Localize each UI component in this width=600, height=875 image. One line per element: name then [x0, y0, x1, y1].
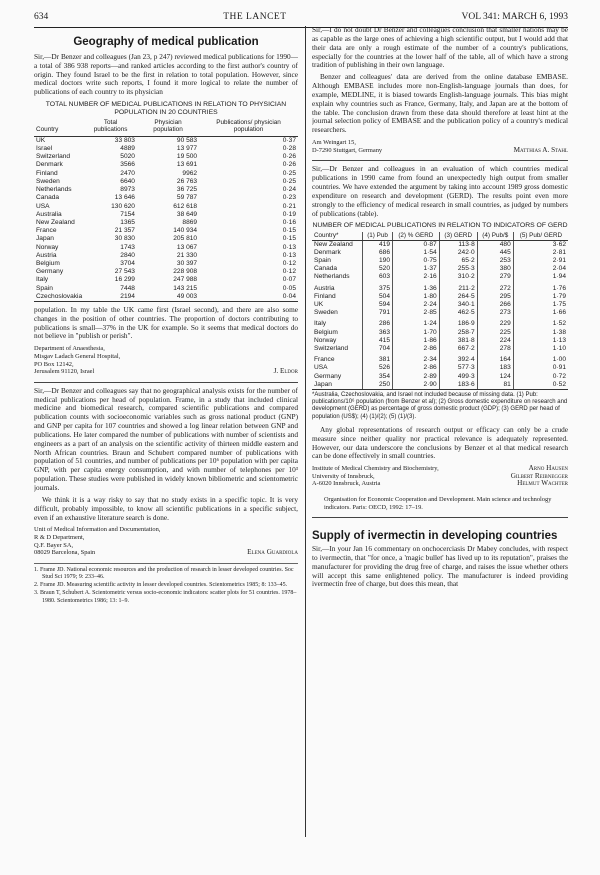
table-cell: 1·52	[552, 320, 566, 328]
table-row	[312, 273, 568, 281]
table-cell: France	[312, 353, 363, 364]
reference-item: 1. Frame JD. National economic resources and the production of research in lesser developed countries. Soc Stud Sci 1979; 9: 233–46.	[34, 566, 294, 580]
table-cell: 27 543	[114, 268, 135, 276]
letter-paragraph: population. In my table the UK came first (Israel second), and there are also some changes in the position of other countries. The proportion of doctors contributing to publications is small—37% in the UK for example. So it seems that medical doctors do not believe in "publish or perish".	[34, 304, 298, 341]
table-cell: 1·66	[552, 309, 566, 317]
table-cell: 1·80	[393, 293, 440, 301]
letter-paragraph: Benzer and colleagues' data are derived from the online database EMBASE. Although EMBASE includes more non-English-language journals than does, for example, MEDLINE, it is biased towards English-language journals. This bias might explain why countries such as France, Germany, Italy, and Japan are at the bottom of the table. The conclusion drawn from these data should therefore at least hint at the journal selection policy of EMBASE and the publication policy of a country's medical researchers.	[312, 72, 568, 135]
table-cell: 603	[363, 273, 393, 281]
table-cell: 264·5	[439, 293, 477, 301]
table-row	[312, 345, 568, 353]
table-cell: 13 067	[176, 243, 198, 251]
address-line: 08029 Barcelona, Spain	[34, 549, 96, 557]
table-cell: 1·94	[552, 273, 566, 281]
table-cell: 686	[363, 249, 393, 257]
table-cell: USA	[312, 364, 363, 372]
table-cell: 2470	[120, 169, 135, 177]
table-cell: 0·15	[282, 235, 296, 243]
table-row	[34, 219, 298, 227]
table-cell: 1·38	[552, 328, 566, 336]
table-row	[34, 227, 298, 235]
table-cell: 0·21	[282, 202, 296, 210]
table-cell: 577·3	[439, 364, 477, 372]
table-cell: 38 649	[176, 210, 198, 218]
table-cell: Spain	[36, 284, 53, 292]
table-row	[312, 337, 568, 345]
author-signature: Matthias A. Stahl	[513, 145, 568, 154]
table-cell: 791	[363, 309, 393, 317]
table-cell: 504	[363, 293, 393, 301]
table-cell: 49 003	[137, 293, 199, 302]
address-lines	[34, 345, 120, 375]
table-cell: Japan	[36, 235, 54, 243]
address-line: Unit of Medical Information and Documentation,	[34, 526, 161, 534]
table-cell: 0·25	[282, 169, 296, 177]
table-row	[312, 265, 568, 273]
address-line: Jerusalem 91120, Israel	[34, 368, 95, 376]
table-cell: Canada	[312, 265, 363, 273]
address-lines	[34, 526, 160, 556]
table-cell: 225	[477, 329, 513, 337]
letter-paragraph: Sir,—I do not doubt Dr Benzer and colleagues conclusion that smaller nations may be as capable as the large ones of achieving a high scientific output, but I would add that their data are only a rough estimate of the number of a country's publications, especially for the countries at the lower half of the table, all of which have a strong tradition of publishing in their own language.	[312, 26, 568, 70]
table-row	[312, 309, 568, 317]
table-cell: 30 830	[114, 235, 135, 243]
table-cell: 286	[363, 317, 393, 328]
table-cell: 1·37	[393, 265, 440, 273]
column-header: Country	[34, 119, 84, 136]
table-cell: 9962	[182, 169, 198, 177]
table-cell: 0·04	[199, 293, 298, 302]
table-cell: New Zealand	[36, 218, 75, 226]
table-cell: 2194	[84, 293, 137, 302]
table-row	[312, 293, 568, 301]
table-cell: Austria	[312, 282, 363, 293]
table-cell: 143 215	[173, 284, 198, 292]
table-cell: 1743	[120, 243, 135, 251]
table-cell: 1·70	[393, 329, 440, 337]
table-row	[34, 260, 298, 268]
table-cell: 340·1	[439, 301, 477, 309]
table-cell: 183·6	[439, 381, 477, 390]
table-cell: 8869	[182, 218, 198, 226]
table-cell: 65·2	[439, 257, 477, 265]
table-row	[312, 329, 568, 337]
table-cell: 1·13	[552, 336, 566, 344]
table-cell: 0·24	[282, 186, 296, 194]
table-cell: 0·91	[552, 364, 566, 372]
table-cell: 381·8	[439, 337, 477, 345]
table-cell: 704	[363, 345, 393, 353]
table-header-row	[312, 232, 568, 240]
table-cell: 258·7	[439, 329, 477, 337]
address-line: PO Box 12142,	[34, 360, 74, 368]
table-cell: 0·13	[282, 243, 296, 251]
table-header-row	[34, 119, 298, 136]
table-row	[312, 301, 568, 309]
table-cell: Switzerland	[312, 345, 363, 353]
reference-note: Organisation for Economic Cooperation and Development. Main science and technology indicators. Paris: OECD, 1992: 17–19.	[324, 496, 552, 511]
table-cell: 190	[363, 257, 393, 265]
column-header: Physician population	[137, 119, 199, 136]
table-cell: 2·89	[393, 373, 440, 381]
article-title: Geography of medical publication	[73, 36, 259, 48]
table-cell: 2·34	[393, 353, 440, 364]
table-cell: 415	[363, 337, 393, 345]
table-cell: 255·3	[439, 265, 477, 273]
letter-paragraph: Sir,—Dr Benzer and colleagues in an evaluation of which countries medical publications in 1990 came from found an unexpectedly high output from smaller countries. We have extended the argument by taking into account 1989 gross domestic expenditure on research and development (GERD). The results point even more strongly to the efficiency of medical research in small countries, as judged by numbers of publications (table).	[312, 164, 568, 218]
column-header: (2) % GERD	[393, 232, 440, 240]
table-cell: Norway	[312, 337, 363, 345]
table-cell: 183	[477, 364, 513, 372]
table-cell: UK	[312, 301, 363, 309]
letter-paragraph: Any global representations of research output or efficacy can only be a crude measure since neither quality nor practical relevance is adequately represented. However, our data underscore the conclusions by Benzer et al that medical research can be done effectively in small countries.	[312, 424, 568, 461]
table-cell: Norway	[36, 243, 59, 251]
address-line: Gilbert Reibnegger	[510, 471, 568, 480]
table-cell: 0·87	[393, 240, 440, 249]
table-cell: 499·3	[439, 373, 477, 381]
address-lines	[312, 465, 439, 488]
address-line: Misgav Ladach General Hospital,	[34, 352, 121, 360]
table-row	[34, 244, 298, 252]
table-cell: Belgium	[36, 259, 60, 267]
table-cell: 392·4	[439, 353, 477, 364]
table-cell: 253	[477, 257, 513, 265]
table-cell: 278	[477, 345, 513, 353]
letter-separator	[34, 382, 298, 383]
table-cell: 0·12	[282, 268, 296, 276]
table-caption: TOTAL NUMBER OF MEDICAL PUBLICATIONS IN RELATION TO PHYSICIAN POPULATION IN 20 COUNTRIES	[45, 101, 287, 117]
letter-separator	[312, 160, 568, 161]
table-caption: NUMBER OF MEDICAL PUBLICATIONS IN RELATION TO INDICATORS OF GERD	[312, 222, 568, 230]
article-title: Supply of ivermectin in developing countries	[312, 530, 558, 543]
table-cell: 30 397	[176, 259, 198, 267]
table-cell: 310·2	[439, 273, 477, 281]
table-cell: 224	[477, 337, 513, 345]
table-cell: 0·12	[282, 259, 296, 267]
table-row	[34, 293, 298, 302]
table-cell: 1·75	[552, 301, 566, 308]
table-cell: 3·62	[552, 240, 566, 248]
author-signature	[511, 465, 568, 488]
table-cell: 520	[363, 265, 393, 273]
table-cell: 0·05	[282, 284, 296, 292]
table-cell: 13 646	[114, 194, 135, 202]
letter-paragraph: We think it is a way risky to say that no study exists in a specific topic. It is very difficult, probably impossible, to know all scientific publications in a specific subject, even if an exhaustive literature search is done.	[34, 494, 298, 522]
address-line: Q.F. Bayer SA,	[34, 541, 74, 549]
address-line: R & D Department,	[34, 533, 85, 541]
publications-table	[34, 119, 298, 302]
address-line: Department of Anaesthesia,	[34, 345, 105, 353]
table-cell: 0·16	[282, 218, 296, 226]
address-line: Am Weingart 15,	[312, 139, 356, 147]
table-cell: 380	[477, 265, 513, 273]
table-cell: Germany	[36, 268, 64, 276]
table-cell: 445	[477, 249, 513, 257]
column-header: (4) Pub/$	[477, 232, 513, 240]
column-header: Total publications	[84, 119, 137, 136]
table-cell: 90 583	[176, 136, 198, 144]
table-cell: 21 357	[114, 227, 135, 235]
table-row	[312, 257, 568, 265]
table-cell: Austria	[36, 251, 57, 259]
table-cell: 381	[363, 353, 393, 364]
table-cell: 375	[363, 282, 393, 293]
table-cell: 5020	[120, 153, 135, 161]
table-cell: 140 934	[173, 227, 198, 235]
table-cell: New Zealand	[312, 240, 363, 249]
table-row	[312, 317, 568, 328]
issue-info: VOL 341: MARCH 6, 1993	[461, 12, 568, 22]
table-cell: 250	[363, 381, 393, 390]
table-cell: 0·26	[282, 153, 296, 161]
table-cell: 2·91	[552, 256, 566, 264]
column-header: (5) Pub/ GERD	[513, 232, 568, 240]
table-cell: 1·10	[552, 345, 566, 353]
table-row	[312, 373, 568, 381]
table-row	[312, 249, 568, 257]
table-cell: France	[36, 227, 57, 235]
table-cell: 279	[477, 273, 513, 281]
table-row	[34, 170, 298, 178]
author-address	[34, 345, 298, 375]
table-cell: 59 787	[176, 194, 198, 202]
running-header	[34, 8, 568, 26]
table-cell: 2·90	[393, 381, 440, 390]
table-footnote: *Australia, Czechoslovakia, and Israel not included because of missing data. (1) Pub: publications/10⁶ population (from Benzer et al); (2) Gross domestic expenditure on research and development (GERD) as percentage of gross domestic product (GDP); (3) GERD per head of population (US$); (4) (1)/(2); (5) (1)/(3).	[312, 392, 568, 420]
table-cell: Spain	[312, 257, 363, 265]
table-cell: 1·00	[552, 356, 566, 364]
address-line: D-7290 Stuttgart, Germany	[312, 146, 383, 154]
column-header: (1) Pub	[363, 232, 393, 240]
table-cell: Denmark	[36, 161, 63, 169]
table-cell: 247 988	[173, 276, 198, 284]
table-cell: 21 330	[176, 251, 198, 259]
table-cell: 1·24	[393, 317, 440, 328]
author-signature: J. Eldor	[273, 367, 298, 376]
table-cell: Japan	[312, 381, 363, 390]
table-cell: 3566	[120, 161, 135, 169]
table-cell: Netherlands	[312, 273, 363, 281]
table-cell: 272	[477, 282, 513, 293]
table-cell: 667·2	[439, 345, 477, 353]
table-cell: 0·13	[282, 251, 296, 259]
table-cell: 13 691	[176, 161, 198, 169]
table-cell: 130 620	[111, 202, 135, 210]
table-row	[312, 282, 568, 293]
address-line: A-6020 Innsbruck, Austria	[312, 480, 381, 488]
column-header: Publications/ physician population	[199, 119, 298, 136]
table-cell: 2·16	[393, 273, 440, 281]
table-row	[34, 153, 298, 161]
table-cell: Canada	[36, 194, 60, 202]
table-cell: 419	[363, 240, 393, 249]
page-number: 634	[34, 12, 49, 22]
table-cell: 3704	[120, 259, 135, 267]
table-cell: 363	[363, 329, 393, 337]
table-cell: UK	[36, 136, 46, 144]
table-cell: Finland	[36, 169, 58, 177]
table-cell: Switzerland	[36, 153, 71, 161]
table-cell: 0·28	[282, 145, 296, 153]
table-cell: 0·37	[282, 136, 296, 144]
address-lines	[312, 139, 382, 154]
table-cell: 295	[477, 293, 513, 301]
table-cell: 2840	[120, 251, 135, 259]
table-cell: 2·86	[393, 345, 440, 353]
table-cell: 273	[477, 309, 513, 317]
table-cell: 1·86	[393, 337, 440, 345]
table-cell: 211·2	[439, 282, 477, 293]
table-cell: Italy	[36, 276, 49, 284]
table-row	[34, 276, 298, 284]
table-cell: 0·07	[282, 276, 296, 284]
table-cell: Israel	[36, 145, 53, 153]
letter-paragraph: Sir,—Dr Benzer and colleagues (Jan 23, p 247) reviewed medical publications for 1990—a total of 386 938 reports—and ranked articles according to the first author's country of origin. They found Israel to be the first in relation to total population. However, since medical doctors write such reports, I found it more logical to relate the number of publications of each country to its physician	[34, 51, 298, 97]
table-row	[34, 203, 298, 211]
table-cell: Australia	[36, 210, 62, 218]
table-cell: 0·72	[552, 372, 566, 380]
address-line: Arno Hausen	[528, 464, 568, 473]
table-row	[34, 178, 298, 186]
address-line: Institute of Medical Chemistry and Biochemistry,	[312, 465, 439, 473]
address-line: University of Innsbruck,	[312, 472, 375, 480]
table-cell: 164	[477, 353, 513, 364]
table-row	[34, 211, 298, 219]
table-row	[312, 381, 568, 390]
table-cell: 0·19	[282, 210, 296, 218]
table-cell: Czechoslovakia	[36, 292, 83, 300]
table-cell: 242·0	[439, 249, 477, 257]
table-cell: 205 810	[173, 235, 198, 243]
table-cell: Sweden	[312, 309, 363, 317]
table-cell: 0·75	[393, 257, 440, 265]
author-address	[34, 526, 298, 556]
table-cell: 0·52	[513, 381, 568, 390]
author-address	[312, 139, 568, 154]
table-cell: Denmark	[312, 249, 363, 257]
table-cell: Finland	[312, 293, 363, 301]
table-cell: 1365	[120, 218, 135, 226]
table-cell: 2·85	[393, 309, 440, 317]
table-cell: 4889	[120, 145, 135, 153]
left-column	[34, 26, 298, 867]
journal-name: THE LANCET	[223, 12, 287, 22]
table-cell: 6640	[120, 177, 135, 185]
reference-item: 3. Braun T, Schubert A. Scientometric versus socio-economic indicators: scatter plots for 51 countries. 1978–1980. Scientometrics 1986; 13: 1–9.	[34, 590, 297, 604]
table-row	[312, 240, 568, 249]
table-cell: 36 725	[176, 186, 198, 194]
table-row	[34, 186, 298, 194]
references	[34, 563, 298, 605]
table-cell: 462·5	[439, 309, 477, 317]
table-cell: Germany	[312, 373, 363, 381]
table-cell: 2·81	[552, 248, 566, 256]
gerd-table	[312, 232, 568, 390]
address-line: Helmut Wachter	[517, 479, 568, 488]
article-separator	[312, 517, 568, 518]
letter-paragraph: Sir,—In your Jan 16 commentary on onchocerciasis Dr Mabey concludes, with respect to ivermectin, that "for once, a 'magic bullet' has lived up to its reputation", praises the manufacturer for providing the drug free of charge, and raises the issue whether others will accept this same enlightened policy. The manufacturer is indeed providing ivermectin free of charge, but does this mean, that	[312, 544, 568, 589]
table-cell: 612 618	[173, 202, 198, 210]
column-header: (3) GERD	[439, 232, 477, 240]
table-row	[34, 252, 298, 260]
table-cell: 526	[363, 364, 393, 372]
table-cell: 81	[477, 381, 513, 390]
table-cell: 7448	[120, 284, 135, 292]
table-cell: 266	[477, 301, 513, 309]
table-cell: 26 763	[176, 177, 198, 185]
table-cell: USA	[36, 202, 50, 210]
table-cell: Sweden	[36, 177, 60, 185]
letter-paragraph: Sir,—Dr Benzer and colleagues say that no geographical analysis exists for the number of medical publications per head of population. Frame, in a study that included clinical medicine and biomedical research, compared scientific publications and compared publication counts with socioeconomic variables such as gross national product (GNP) and GNP per capita for 107 countries and showed a log linear relation between GNP and publications. He later compared the number of publications with number of scientists and engineers as a part of an analysis on the scientific activity of thirteen middle eastern and North African countries. Braun and Schubert compared number of publications with population of 51 countries, and number of publications per 10⁶ population with per capita GNP, with per capita energy consumption, and with number of telephones per 10³ population. These studies were published in widely known bibliometric and scientometric journals.	[34, 385, 298, 492]
table-cell: Belgium	[312, 329, 363, 337]
table-cell: 0·25	[282, 177, 296, 185]
table-cell: 228 908	[173, 268, 198, 276]
table-row	[34, 194, 298, 202]
column-divider	[305, 26, 306, 837]
table-cell: 33 803	[114, 136, 135, 144]
table-cell: 1·36	[393, 282, 440, 293]
table-cell: 1·79	[552, 292, 566, 300]
table-cell: Italy	[312, 317, 363, 328]
column-header: Country*	[312, 232, 363, 240]
table-row	[312, 353, 568, 364]
table-cell: 124	[477, 373, 513, 381]
reference-item: 2. Frame JD. Measuring scientific activity in lesser developed countries. Scientometrics 1985; 8: 133–45.	[34, 582, 288, 589]
table-cell: 113·8	[439, 240, 477, 249]
table-row	[34, 161, 298, 169]
table-row	[34, 145, 298, 153]
table-cell: 0·26	[282, 161, 296, 169]
table-cell: Netherlands	[36, 186, 72, 194]
table-cell: 19 500	[176, 153, 198, 161]
table-cell: 8973	[120, 186, 135, 194]
table-row	[34, 235, 298, 243]
table-cell: 7154	[120, 210, 135, 218]
table-cell: 2·04	[552, 265, 566, 273]
right-column	[312, 26, 568, 867]
table-cell: 2·24	[393, 301, 440, 309]
table-row	[34, 268, 298, 276]
table-cell: 186·9	[439, 317, 477, 328]
author-address	[312, 465, 568, 488]
table-cell: 594	[363, 301, 393, 309]
table-cell: 0·23	[282, 194, 296, 202]
table-row	[34, 285, 298, 293]
table-cell: 16 299	[114, 276, 135, 284]
table-cell: 354	[363, 373, 393, 381]
table-cell: 2·86	[393, 364, 440, 372]
table-cell: 1·54	[393, 249, 440, 257]
table-row	[34, 136, 298, 145]
table-cell: 0·15	[282, 227, 296, 235]
table-cell: 13 977	[176, 145, 198, 153]
table-row	[312, 364, 568, 372]
author-signature: Elena Guardiola	[247, 548, 298, 557]
table-cell: 229	[477, 317, 513, 328]
table-cell: 480	[477, 240, 513, 249]
table-cell: 1·76	[552, 284, 566, 292]
